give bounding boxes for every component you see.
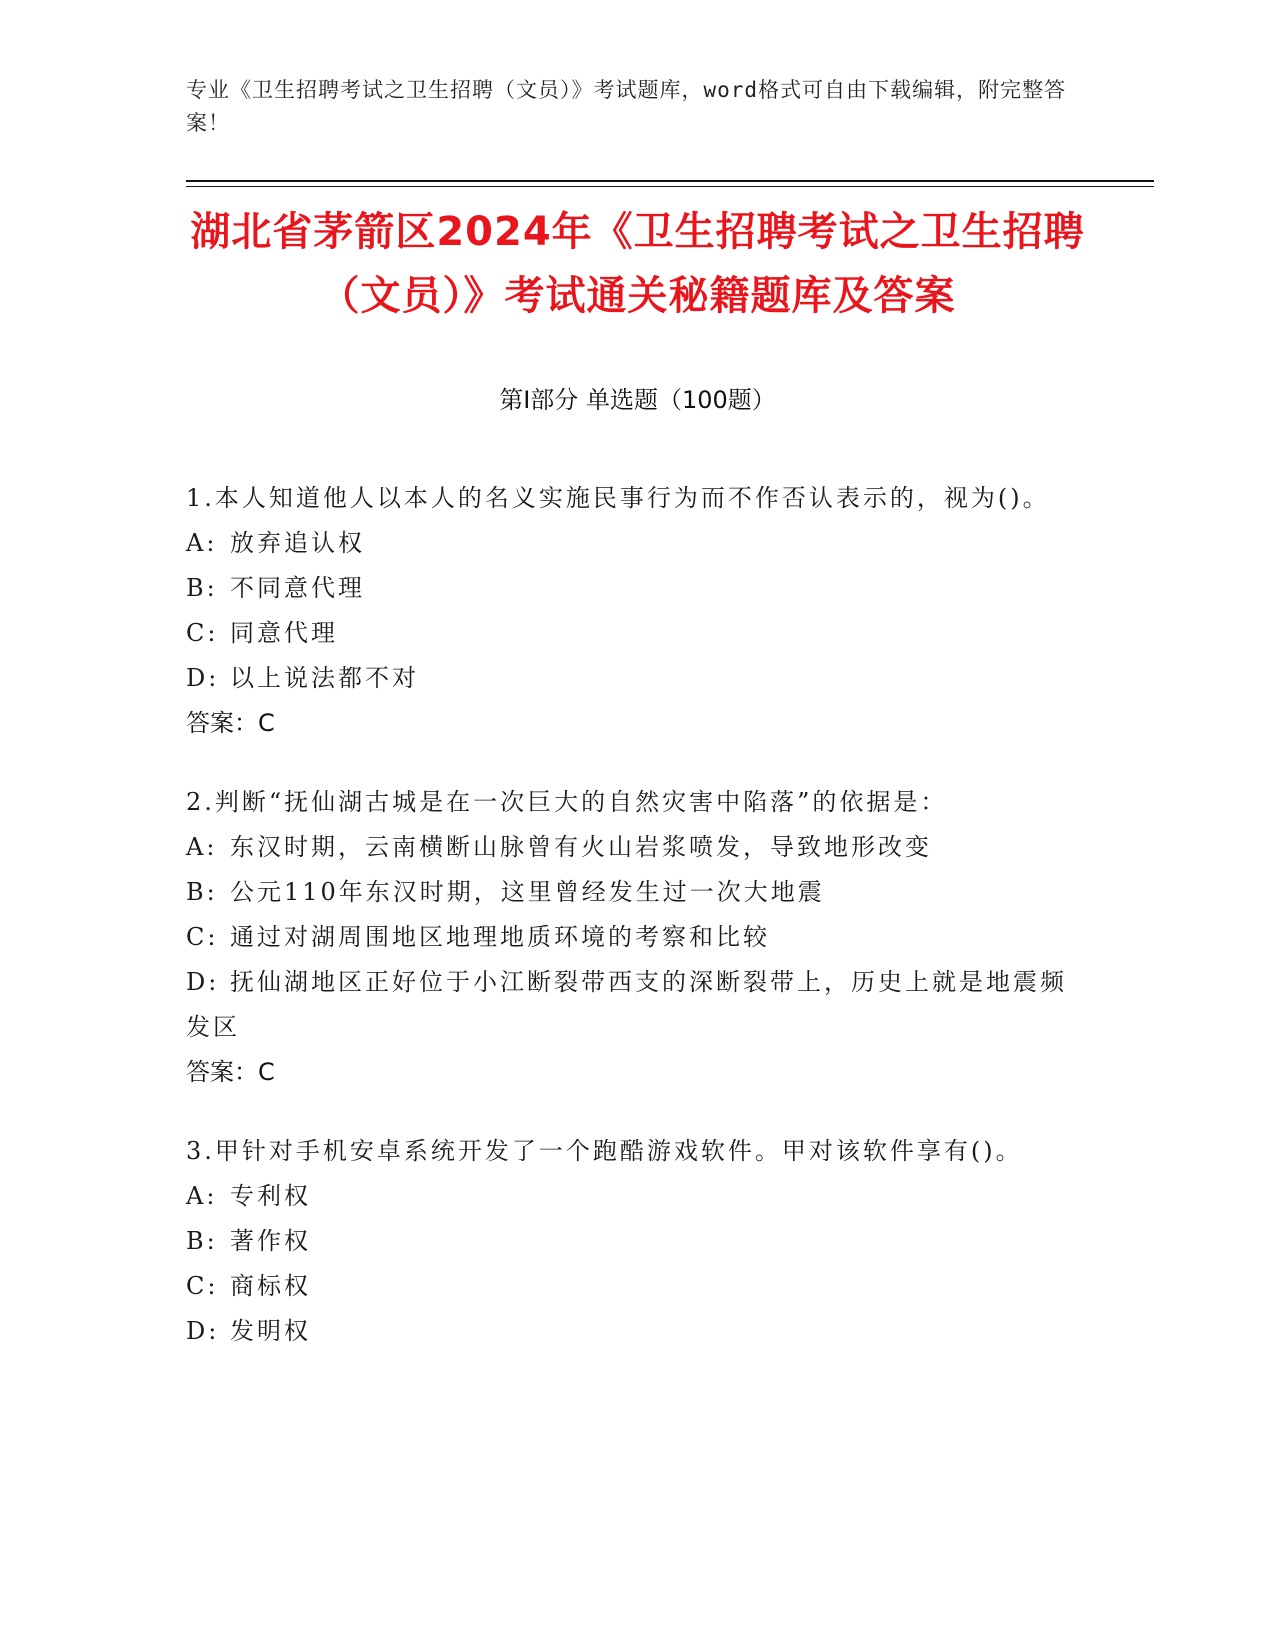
option-text: 商标权 — [230, 1272, 311, 1300]
option-letter: B: — [186, 878, 218, 906]
option-a — [186, 825, 1076, 870]
option-text: 不同意代理 — [230, 574, 365, 602]
option-letter: C: — [186, 619, 219, 647]
option-text: 公元110年东汉时期，这里曾经发生过一次大地震 — [230, 878, 825, 906]
option-a — [186, 1174, 1076, 1219]
header-rule-thick — [186, 180, 1154, 182]
option-b — [186, 566, 1076, 611]
question-stem: 2.判断“抚仙湖古城是在一次巨大的自然灾害中陷落”的依据是： — [186, 788, 948, 816]
option-b — [186, 870, 1076, 915]
option-c — [186, 915, 1076, 960]
section-heading: 第Ⅰ部分 单选题（100题） — [499, 386, 776, 414]
option-d — [186, 1309, 1076, 1354]
option-d — [186, 656, 1076, 701]
option-text: 同意代理 — [230, 619, 338, 647]
option-letter: A: — [186, 833, 218, 861]
option-text: 著作权 — [230, 1227, 311, 1255]
option-text: 抚仙湖地区正好位于小江断裂带西支的深断裂带上，历史上就是地震频发区 — [186, 968, 1067, 1041]
question-stem: 1.本人知道他人以本人的名义实施民事行为而不作否认表示的，视为()。 — [186, 484, 1050, 512]
option-b — [186, 1219, 1076, 1264]
question-3 — [186, 1129, 1076, 1354]
header-rule-thin — [186, 186, 1154, 187]
header-note: 专业《卫生招聘考试之卫生招聘（文员）》考试题库，word格式可自由下载编辑，附完整答案！ — [186, 78, 1067, 135]
option-d — [186, 960, 1076, 1050]
option-text: 通过对湖周围地区地理地质环境的考察和比较 — [230, 923, 770, 951]
answer: 答案：C — [186, 1058, 275, 1086]
option-letter: C: — [186, 923, 219, 951]
option-a — [186, 521, 1076, 566]
option-text: 放弃追认权 — [230, 529, 365, 557]
question-1 — [186, 476, 1076, 746]
option-letter: D: — [186, 968, 220, 996]
option-c — [186, 611, 1076, 656]
option-letter: A: — [186, 1182, 218, 1210]
option-letter: B: — [186, 574, 218, 602]
option-text: 以上说法都不对 — [230, 664, 419, 692]
option-letter: B: — [186, 1227, 218, 1255]
option-letter: C: — [186, 1272, 219, 1300]
question-list — [186, 476, 1076, 1388]
answer: 答案：C — [186, 709, 275, 737]
option-text: 发明权 — [230, 1317, 311, 1345]
option-letter: D: — [186, 1317, 220, 1345]
option-letter: A: — [186, 529, 218, 557]
question-2 — [186, 780, 1076, 1095]
option-text: 东汉时期，云南横断山脉曾有火山岩浆喷发，导致地形改变 — [230, 833, 932, 861]
document-title: 湖北省茅箭区2024年《卫生招聘考试之卫生招聘（文员）》考试通关秘籍题库及答案 — [190, 209, 1085, 319]
option-letter: D: — [186, 664, 220, 692]
option-text: 专利权 — [230, 1182, 311, 1210]
option-c — [186, 1264, 1076, 1309]
question-stem: 3.甲针对手机安卓系统开发了一个跑酷游戏软件。甲对该软件享有()。 — [186, 1137, 1023, 1165]
